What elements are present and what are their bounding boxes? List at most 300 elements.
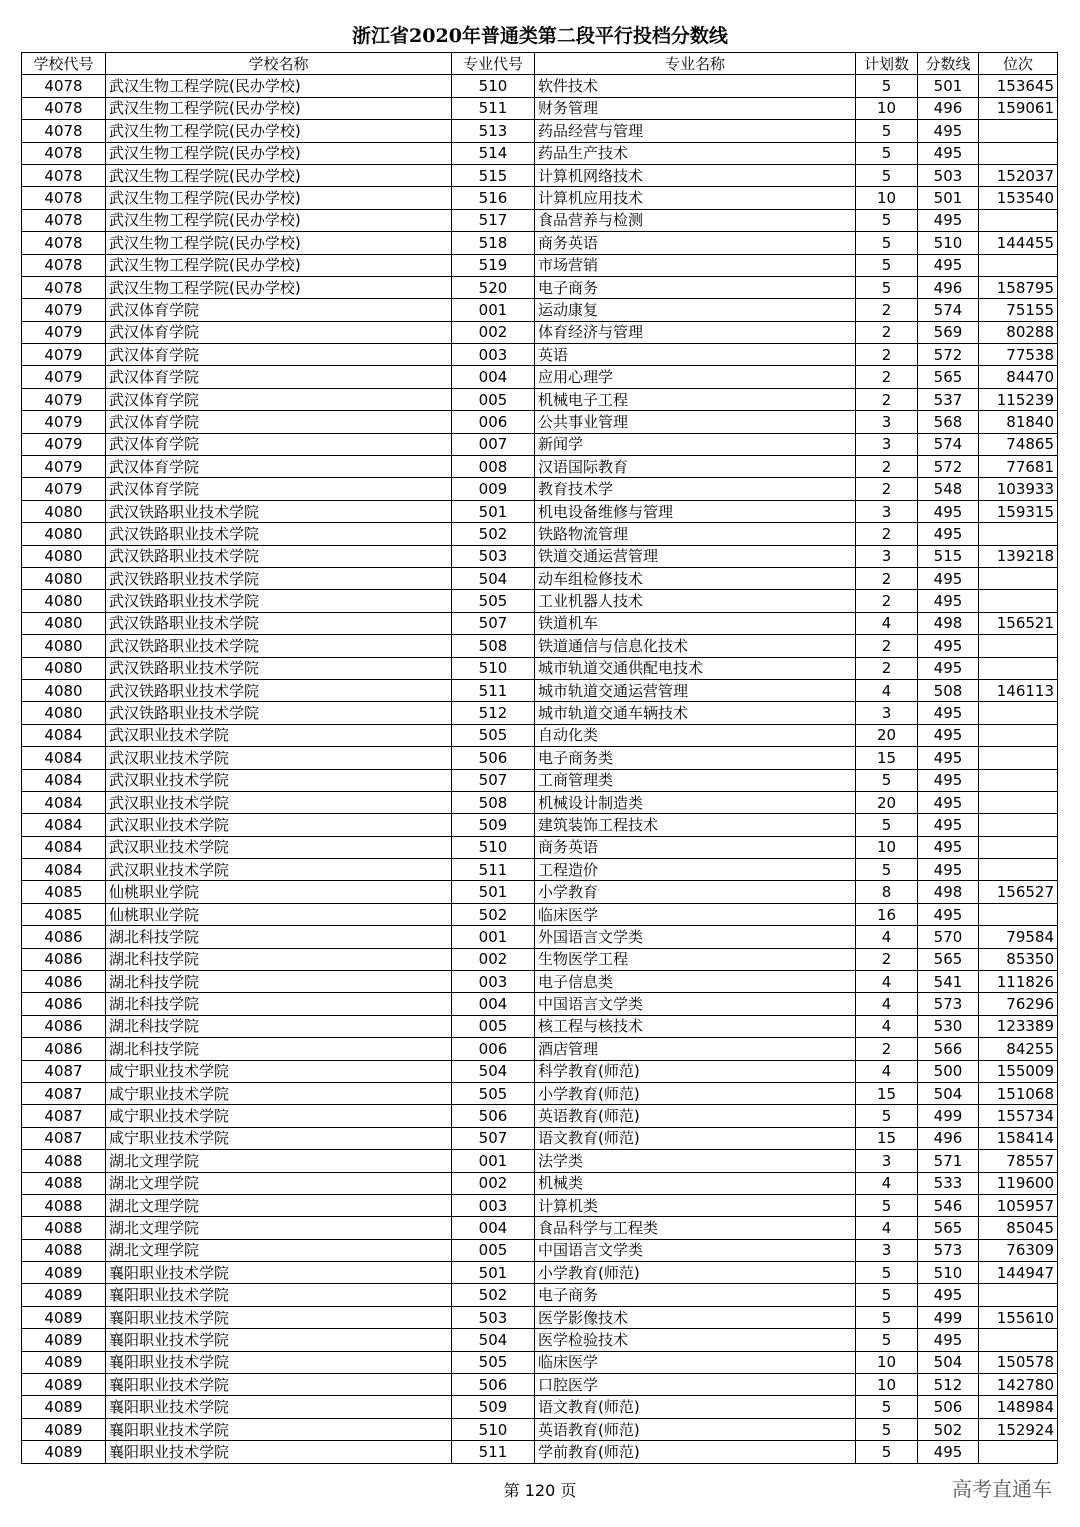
rank-cell: 119600	[979, 1172, 1058, 1194]
plan-count-cell: 5	[856, 142, 918, 164]
school-code-cell: 4086	[22, 993, 106, 1015]
table-row	[22, 1306, 1058, 1328]
school-name-cell: 湖北科技学院	[106, 948, 452, 970]
table-row	[22, 859, 1058, 881]
plan-count-cell: 5	[856, 232, 918, 254]
score-line-cell: 565	[918, 1217, 979, 1239]
major-code-cell: 503	[452, 1306, 535, 1328]
major-code-cell: 510	[452, 836, 535, 858]
score-line-cell: 548	[918, 478, 979, 500]
major-code-cell: 512	[452, 702, 535, 724]
rank-cell	[979, 1329, 1058, 1351]
rank-cell: 152924	[979, 1418, 1058, 1440]
rank-cell	[979, 142, 1058, 164]
score-line-cell: 495	[918, 702, 979, 724]
plan-count-cell: 15	[856, 1127, 918, 1149]
school-code-cell: 4080	[22, 545, 106, 567]
school-name-cell: 武汉体育学院	[106, 344, 452, 366]
major-name-cell: 外国语言文学类	[535, 926, 856, 948]
rank-cell	[979, 791, 1058, 813]
school-code-cell: 4088	[22, 1217, 106, 1239]
school-name-cell: 武汉体育学院	[106, 456, 452, 478]
rank-cell: 142780	[979, 1374, 1058, 1396]
score-line-cell: 495	[918, 859, 979, 881]
major-name-cell: 语文教育(师范)	[535, 1127, 856, 1149]
score-line-cell: 495	[918, 791, 979, 813]
plan-count-cell: 10	[856, 187, 918, 209]
major-code-cell: 519	[452, 254, 535, 276]
major-name-cell: 公共事业管理	[535, 411, 856, 433]
score-line-cell: 495	[918, 657, 979, 679]
table-body	[22, 75, 1058, 1463]
table-row	[22, 142, 1058, 164]
school-code-cell: 4089	[22, 1418, 106, 1440]
rank-cell: 144947	[979, 1262, 1058, 1284]
school-code-cell: 4086	[22, 971, 106, 993]
score-line-cell: 515	[918, 545, 979, 567]
major-name-cell: 机械电子工程	[535, 388, 856, 410]
plan-count-cell: 15	[856, 1082, 918, 1104]
school-name-cell: 武汉职业技术学院	[106, 791, 452, 813]
school-code-cell: 4079	[22, 344, 106, 366]
plan-count-cell: 3	[856, 500, 918, 522]
table-row	[22, 1239, 1058, 1261]
major-name-cell: 汉语国际教育	[535, 456, 856, 478]
score-line-cell: 504	[918, 1351, 979, 1373]
school-code-cell: 4080	[22, 679, 106, 701]
school-name-cell: 武汉体育学院	[106, 411, 452, 433]
major-name-cell: 食品科学与工程类	[535, 1217, 856, 1239]
score-line-cell: 571	[918, 1150, 979, 1172]
major-code-cell: 516	[452, 187, 535, 209]
table-row	[22, 679, 1058, 701]
score-table	[21, 52, 1058, 1464]
school-code-cell: 4079	[22, 456, 106, 478]
major-code-cell: 004	[452, 993, 535, 1015]
major-code-cell: 005	[452, 388, 535, 410]
plan-count-cell: 5	[856, 1262, 918, 1284]
rank-cell: 81840	[979, 411, 1058, 433]
plan-count-cell: 5	[856, 1306, 918, 1328]
major-code-cell: 507	[452, 1127, 535, 1149]
rank-cell: 85350	[979, 948, 1058, 970]
school-name-cell: 襄阳职业技术学院	[106, 1418, 452, 1440]
major-code-cell: 008	[452, 456, 535, 478]
major-name-cell: 应用心理学	[535, 366, 856, 388]
table-row	[22, 411, 1058, 433]
plan-count-cell: 3	[856, 411, 918, 433]
score-line-cell: 501	[918, 75, 979, 97]
rank-cell	[979, 769, 1058, 791]
school-name-cell: 咸宁职业技术学院	[106, 1105, 452, 1127]
school-name-cell: 仙桃职业学院	[106, 881, 452, 903]
school-name-cell: 武汉生物工程学院(民办学校)	[106, 97, 452, 119]
school-name-cell: 武汉生物工程学院(民办学校)	[106, 232, 452, 254]
major-name-cell: 英语教育(师范)	[535, 1418, 856, 1440]
plan-count-cell: 5	[856, 164, 918, 186]
table-row	[22, 971, 1058, 993]
score-line-cell: 508	[918, 679, 979, 701]
plan-count-cell: 4	[856, 971, 918, 993]
score-line-cell: 495	[918, 142, 979, 164]
school-name-cell: 武汉体育学院	[106, 433, 452, 455]
school-name-cell: 武汉体育学院	[106, 321, 452, 343]
rank-cell	[979, 814, 1058, 836]
school-name-cell: 襄阳职业技术学院	[106, 1351, 452, 1373]
table-row	[22, 702, 1058, 724]
rank-cell: 77681	[979, 456, 1058, 478]
school-code-cell: 4086	[22, 926, 106, 948]
major-name-cell: 电子信息类	[535, 971, 856, 993]
major-name-cell: 城市轨道交通车辆技术	[535, 702, 856, 724]
school-code-cell: 4078	[22, 120, 106, 142]
rank-cell: 123389	[979, 1015, 1058, 1037]
major-name-cell: 计算机类	[535, 1194, 856, 1216]
table-row	[22, 814, 1058, 836]
rank-cell: 80288	[979, 321, 1058, 343]
school-name-cell: 武汉铁路职业技术学院	[106, 702, 452, 724]
table-row	[22, 1060, 1058, 1082]
rank-cell: 115239	[979, 388, 1058, 410]
school-name-cell: 咸宁职业技术学院	[106, 1082, 452, 1104]
score-line-cell: 495	[918, 1329, 979, 1351]
plan-count-cell: 5	[856, 254, 918, 276]
table-row	[22, 1194, 1058, 1216]
table-row	[22, 366, 1058, 388]
table-row	[22, 1038, 1058, 1060]
major-code-cell: 505	[452, 1351, 535, 1373]
table-row	[22, 276, 1058, 298]
school-code-cell: 4084	[22, 724, 106, 746]
plan-count-cell: 2	[856, 366, 918, 388]
school-name-cell: 襄阳职业技术学院	[106, 1284, 452, 1306]
major-name-cell: 铁道交通运营管理	[535, 545, 856, 567]
major-name-cell: 医学影像技术	[535, 1306, 856, 1328]
major-name-cell: 电子商务类	[535, 747, 856, 769]
table-row	[22, 388, 1058, 410]
rank-cell	[979, 836, 1058, 858]
plan-count-cell: 2	[856, 456, 918, 478]
school-name-cell: 武汉体育学院	[106, 388, 452, 410]
rank-cell	[979, 702, 1058, 724]
page-number: 第 120 页	[503, 1481, 577, 1500]
major-code-cell: 501	[452, 500, 535, 522]
major-name-cell: 临床医学	[535, 1351, 856, 1373]
plan-count-cell: 5	[856, 1105, 918, 1127]
major-name-cell: 口腔医学	[535, 1374, 856, 1396]
score-line-cell: 574	[918, 299, 979, 321]
school-name-cell: 武汉生物工程学院(民办学校)	[106, 142, 452, 164]
school-code-cell: 4078	[22, 209, 106, 231]
school-code-cell: 4080	[22, 567, 106, 589]
major-code-cell: 503	[452, 545, 535, 567]
plan-count-cell: 4	[856, 1060, 918, 1082]
school-name-cell: 武汉体育学院	[106, 366, 452, 388]
major-code-cell: 009	[452, 478, 535, 500]
major-code-cell: 501	[452, 1262, 535, 1284]
school-name-cell: 襄阳职业技术学院	[106, 1374, 452, 1396]
major-name-cell: 机电设备维修与管理	[535, 500, 856, 522]
plan-count-cell: 2	[856, 478, 918, 500]
plan-count-cell: 3	[856, 433, 918, 455]
major-name-cell: 生物医学工程	[535, 948, 856, 970]
plan-count-cell: 2	[856, 567, 918, 589]
score-line-cell: 496	[918, 97, 979, 119]
score-line-cell: 565	[918, 948, 979, 970]
major-name-cell: 软件技术	[535, 75, 856, 97]
plan-count-cell: 10	[856, 97, 918, 119]
table-row	[22, 523, 1058, 545]
plan-count-cell: 16	[856, 903, 918, 925]
rank-cell	[979, 254, 1058, 276]
rank-cell	[979, 590, 1058, 612]
plan-count-cell: 4	[856, 1015, 918, 1037]
plan-count-cell: 2	[856, 299, 918, 321]
rank-cell	[979, 903, 1058, 925]
table-row	[22, 791, 1058, 813]
major-name-cell: 工程造价	[535, 859, 856, 881]
score-line-cell: 537	[918, 388, 979, 410]
rank-cell	[979, 567, 1058, 589]
plan-count-cell: 5	[856, 276, 918, 298]
header-major-name: 专业名称	[535, 53, 856, 75]
score-line-cell: 495	[918, 523, 979, 545]
rank-cell	[979, 747, 1058, 769]
major-code-cell: 514	[452, 142, 535, 164]
major-name-cell: 食品营养与检测	[535, 209, 856, 231]
school-name-cell: 武汉铁路职业技术学院	[106, 679, 452, 701]
school-name-cell: 武汉职业技术学院	[106, 814, 452, 836]
table-row	[22, 299, 1058, 321]
major-code-cell: 501	[452, 881, 535, 903]
score-line-cell: 500	[918, 1060, 979, 1082]
major-name-cell: 英语教育(师范)	[535, 1105, 856, 1127]
rank-cell	[979, 209, 1058, 231]
major-code-cell: 502	[452, 903, 535, 925]
major-name-cell: 城市轨道交通运营管理	[535, 679, 856, 701]
major-name-cell: 机械类	[535, 1172, 856, 1194]
major-name-cell: 铁路物流管理	[535, 523, 856, 545]
table-row	[22, 478, 1058, 500]
header-school-name: 学校名称	[106, 53, 452, 75]
major-name-cell: 药品生产技术	[535, 142, 856, 164]
school-code-cell: 4089	[22, 1329, 106, 1351]
school-code-cell: 4079	[22, 321, 106, 343]
header-major-code: 专业代号	[452, 53, 535, 75]
plan-count-cell: 20	[856, 791, 918, 813]
major-name-cell: 中国语言文学类	[535, 993, 856, 1015]
score-line-cell: 495	[918, 747, 979, 769]
major-name-cell: 科学教育(师范)	[535, 1060, 856, 1082]
table-row	[22, 254, 1058, 276]
major-code-cell: 504	[452, 1329, 535, 1351]
score-line-cell: 495	[918, 567, 979, 589]
rank-cell: 159061	[979, 97, 1058, 119]
school-name-cell: 武汉生物工程学院(民办学校)	[106, 276, 452, 298]
rank-cell: 155734	[979, 1105, 1058, 1127]
rank-cell: 139218	[979, 545, 1058, 567]
school-name-cell: 襄阳职业技术学院	[106, 1306, 452, 1328]
plan-count-cell: 20	[856, 724, 918, 746]
school-code-cell: 4079	[22, 299, 106, 321]
major-code-cell: 507	[452, 612, 535, 634]
table-row	[22, 187, 1058, 209]
table-row	[22, 590, 1058, 612]
score-line-cell: 495	[918, 590, 979, 612]
score-line-cell: 496	[918, 1127, 979, 1149]
header-plan-count: 计划数	[856, 53, 918, 75]
table-row	[22, 1105, 1058, 1127]
rank-cell: 158414	[979, 1127, 1058, 1149]
major-code-cell: 517	[452, 209, 535, 231]
school-code-cell: 4079	[22, 411, 106, 433]
rank-cell: 150578	[979, 1351, 1058, 1373]
plan-count-cell: 2	[856, 523, 918, 545]
major-code-cell: 002	[452, 948, 535, 970]
table-row	[22, 1329, 1058, 1351]
school-code-cell: 4089	[22, 1351, 106, 1373]
score-line-cell: 506	[918, 1396, 979, 1418]
major-code-cell: 508	[452, 791, 535, 813]
major-code-cell: 510	[452, 1418, 535, 1440]
major-name-cell: 建筑装饰工程技术	[535, 814, 856, 836]
rank-cell: 105957	[979, 1194, 1058, 1216]
plan-count-cell: 5	[856, 75, 918, 97]
table-header-row	[22, 53, 1058, 75]
plan-count-cell: 4	[856, 679, 918, 701]
table-row	[22, 948, 1058, 970]
score-line-cell: 495	[918, 1284, 979, 1306]
score-line-cell: 498	[918, 881, 979, 903]
school-name-cell: 襄阳职业技术学院	[106, 1441, 452, 1463]
major-code-cell: 510	[452, 75, 535, 97]
school-code-cell: 4080	[22, 635, 106, 657]
table-row	[22, 903, 1058, 925]
rank-cell: 75155	[979, 299, 1058, 321]
school-code-cell: 4089	[22, 1441, 106, 1463]
rank-cell: 156521	[979, 612, 1058, 634]
plan-count-cell: 2	[856, 657, 918, 679]
table-row	[22, 612, 1058, 634]
school-name-cell: 湖北科技学院	[106, 971, 452, 993]
plan-count-cell: 5	[856, 1284, 918, 1306]
school-name-cell: 武汉生物工程学院(民办学校)	[106, 75, 452, 97]
rank-cell: 148984	[979, 1396, 1058, 1418]
school-code-cell: 4086	[22, 1038, 106, 1060]
rank-cell: 158795	[979, 276, 1058, 298]
school-code-cell: 4080	[22, 590, 106, 612]
header-rank: 位次	[979, 53, 1058, 75]
plan-count-cell: 5	[856, 1418, 918, 1440]
school-code-cell: 4089	[22, 1306, 106, 1328]
school-code-cell: 4078	[22, 164, 106, 186]
major-name-cell: 新闻学	[535, 433, 856, 455]
major-code-cell: 001	[452, 299, 535, 321]
header-school-code: 学校代号	[22, 53, 106, 75]
major-name-cell: 小学教育(师范)	[535, 1262, 856, 1284]
school-code-cell: 4080	[22, 612, 106, 634]
major-code-cell: 509	[452, 1396, 535, 1418]
major-code-cell: 001	[452, 926, 535, 948]
plan-count-cell: 5	[856, 859, 918, 881]
school-name-cell: 武汉职业技术学院	[106, 724, 452, 746]
major-name-cell: 财务管理	[535, 97, 856, 119]
major-name-cell: 临床医学	[535, 903, 856, 925]
school-name-cell: 湖北文理学院	[106, 1194, 452, 1216]
plan-count-cell: 5	[856, 120, 918, 142]
rank-cell: 155610	[979, 1306, 1058, 1328]
rank-cell	[979, 635, 1058, 657]
major-code-cell: 505	[452, 1082, 535, 1104]
plan-count-cell: 3	[856, 702, 918, 724]
major-code-cell: 518	[452, 232, 535, 254]
table-row	[22, 1015, 1058, 1037]
plan-count-cell: 2	[856, 948, 918, 970]
school-name-cell: 武汉生物工程学院(民办学校)	[106, 164, 452, 186]
plan-count-cell: 2	[856, 344, 918, 366]
table-row	[22, 1262, 1058, 1284]
school-code-cell: 4087	[22, 1060, 106, 1082]
table-row	[22, 433, 1058, 455]
plan-count-cell: 3	[856, 1239, 918, 1261]
school-name-cell: 武汉铁路职业技术学院	[106, 567, 452, 589]
table-row	[22, 456, 1058, 478]
score-line-cell: 533	[918, 1172, 979, 1194]
school-name-cell: 武汉铁路职业技术学院	[106, 657, 452, 679]
table-row	[22, 120, 1058, 142]
school-name-cell: 襄阳职业技术学院	[106, 1262, 452, 1284]
table-row	[22, 747, 1058, 769]
school-name-cell: 湖北科技学院	[106, 926, 452, 948]
major-name-cell: 电子商务	[535, 276, 856, 298]
rank-cell: 111826	[979, 971, 1058, 993]
school-name-cell: 武汉体育学院	[106, 478, 452, 500]
rank-cell: 74865	[979, 433, 1058, 455]
rank-cell: 159315	[979, 500, 1058, 522]
table-row	[22, 769, 1058, 791]
major-code-cell: 508	[452, 635, 535, 657]
major-code-cell: 509	[452, 814, 535, 836]
score-line-cell: 510	[918, 1262, 979, 1284]
plan-count-cell: 4	[856, 612, 918, 634]
rank-cell: 146113	[979, 679, 1058, 701]
school-code-cell: 4086	[22, 1015, 106, 1037]
table-row	[22, 164, 1058, 186]
major-name-cell: 学前教育(师范)	[535, 1441, 856, 1463]
major-code-cell: 005	[452, 1239, 535, 1261]
table-row	[22, 881, 1058, 903]
major-code-cell: 502	[452, 523, 535, 545]
plan-count-cell: 10	[856, 1351, 918, 1373]
score-line-cell: 495	[918, 814, 979, 836]
score-line-cell: 569	[918, 321, 979, 343]
major-code-cell: 507	[452, 769, 535, 791]
major-code-cell: 506	[452, 1105, 535, 1127]
plan-count-cell: 5	[856, 814, 918, 836]
school-name-cell: 武汉职业技术学院	[106, 747, 452, 769]
major-name-cell: 酒店管理	[535, 1038, 856, 1060]
school-name-cell: 仙桃职业学院	[106, 903, 452, 925]
score-line-cell: 510	[918, 232, 979, 254]
rank-cell: 76296	[979, 993, 1058, 1015]
score-line-cell: 504	[918, 1082, 979, 1104]
score-line-cell: 568	[918, 411, 979, 433]
score-line-cell: 499	[918, 1105, 979, 1127]
major-code-cell: 513	[452, 120, 535, 142]
table-row	[22, 1284, 1058, 1306]
score-line-cell: 498	[918, 612, 979, 634]
major-name-cell: 铁道机车	[535, 612, 856, 634]
